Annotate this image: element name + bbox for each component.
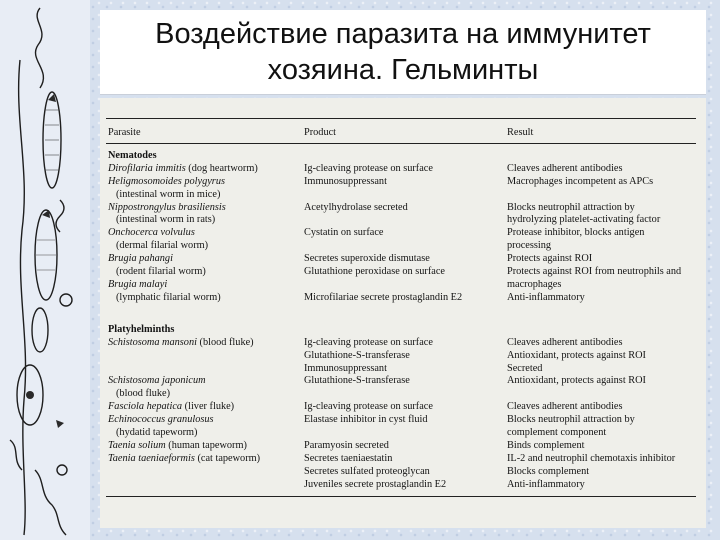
table-row [106,240,696,253]
table-row [106,279,696,292]
result-cell: Anti-inflammatory [507,291,585,303]
column-header-parasite: Parasite [106,119,304,144]
group-label: Platyhelminths [108,323,175,335]
parasite-species: Nippostrongylus brasiliensis [108,201,226,213]
table-row [106,466,696,479]
product-cell [304,388,507,401]
product-cell [304,214,507,227]
result-cell: Binds complement [507,439,585,451]
product-cell: Glutathione-S-transferase [304,375,410,387]
product-cell: Glutathione peroxidase on surface [304,266,445,278]
table-row [106,453,696,466]
parasite-cell [106,401,304,414]
result-cell: Protects against ROI [507,253,593,265]
result-cell: hydrolyzing platelet-activating factor [507,214,661,226]
parasite-cell [106,176,304,189]
parasite-common-name [108,479,116,490]
table-row [106,401,696,414]
result-cell: Protects against ROI from neutrophils and [507,266,682,278]
parasite-cell [106,227,304,240]
parasite-products-table [106,118,696,497]
table-row [106,479,696,492]
parasite-common-name [108,363,116,374]
product-cell: Juveniles secrete prostaglandin E2 [304,478,447,490]
product-cell: Secretes sulfated proteoglycan [304,465,430,477]
parasite-species: Brugia pahangi [108,253,173,265]
parasite-common-name: (blood fluke) [116,388,171,400]
group-header-row [106,143,696,162]
product-cell: Paramyosin secreted [304,439,389,451]
table-row [106,375,696,388]
table-row [106,253,696,266]
slide-title [100,10,706,95]
result-cell: Antioxidant, protects against ROI [507,375,646,387]
parasite-cell [106,453,304,466]
result-cell: processing [507,240,552,252]
product-cell: Ig-cleaving protease on surface [304,336,433,348]
product-cell: Secretes taeniaestatin [304,452,393,464]
parasite-cell [106,266,304,279]
parasite-common-name: (human tapeworm) [165,439,247,451]
result-cell: Anti-inflammatory [507,478,585,490]
parasite-species: Taenia solium [108,439,166,451]
parasite-cell [106,350,304,363]
parasite-cell [106,363,304,376]
parasite-common-name: (intestinal worm in mice) [116,188,221,200]
parasite-cell [106,337,304,350]
product-cell: Microfilariae secrete prostaglandin E2 [304,291,463,303]
product-cell: Secretes superoxide dismutase [304,253,430,265]
table-row [106,427,696,440]
table-body [106,143,696,496]
table-row [106,227,696,240]
product-cell [304,279,507,292]
result-cell: Blocks complement [507,465,590,477]
table-row [106,266,696,279]
parasite-drawing-icon [0,0,90,540]
parasite-cell [106,253,304,266]
parasite-common-name: (blood fluke) [196,336,254,348]
parasite-species: Dirofilaria immitis [108,162,186,174]
parasite-cell [106,479,304,492]
result-cell: complement component [507,427,607,439]
table-row [106,202,696,215]
result-cell: Protease inhibitor, blocks antigen [507,227,645,239]
table-row [106,388,696,401]
result-cell: macrophages [507,278,562,290]
table-bottom-rule [106,492,696,497]
parasite-cell [106,427,304,440]
parasite-common-name: (cat tapeworm) [194,452,261,464]
product-cell [304,427,507,440]
parasite-cell [106,375,304,388]
slide-title-line-2: хозяина. Гельминты [267,54,539,86]
result-cell: IL-2 and neutrophil chemotaxis inhibitor [507,452,676,464]
parasite-species: Echinococcus granulosus [108,414,214,426]
product-cell [304,240,507,253]
parasite-cell [106,292,304,305]
parasite-common-name [108,350,116,361]
product-cell: Glutathione-S-transferase [304,349,410,361]
parasite-cell [106,388,304,401]
table-row [106,163,696,176]
parasite-common-name [108,466,116,477]
product-cell [304,189,507,202]
product-cell: Ig-cleaving protease on surface [304,401,433,413]
parasite-cell [106,202,304,215]
parasite-cell [106,279,304,292]
parasite-species: Onchocerca volvulus [108,227,195,239]
parasite-common-name: (lymphatic filarial worm) [116,291,221,303]
group-label: Nematodes [108,149,157,161]
column-header-result: Result [507,119,696,144]
product-cell: Elastase inhibitor in cyst fluid [304,414,428,426]
table-row [106,414,696,427]
parasite-species: Heligmosomoides polygyrus [108,175,225,187]
parasite-cell [106,189,304,202]
parasite-common-name: (hydatid tapeworm) [116,427,198,439]
parasite-cell [106,163,304,176]
parasite-species: Schistosoma japonicum [108,375,206,387]
column-header-product: Product [304,119,507,144]
parasite-common-name: (dog heartworm) [185,162,258,174]
parasite-common-name: (intestinal worm in rats) [116,214,216,226]
result-cell: Blocks neutrophil attraction by [507,414,635,426]
table-header-row [106,119,696,144]
result-cell [507,189,696,202]
parasite-cell [106,214,304,227]
parasite-species: Fasciola hepatica [108,401,183,413]
product-cell: Cystatin on surface [304,227,384,239]
product-cell: Ig-cleaving protease on surface [304,162,433,174]
parasite-species: Schistosoma mansoni [108,336,197,348]
result-cell: Secreted [507,362,543,374]
parasite-cell [106,414,304,427]
group-spacer [106,305,696,315]
table-row [106,350,696,363]
product-cell: Acetylhydrolase secreted [304,201,408,213]
result-cell: Blocks neutrophil attraction by [507,201,635,213]
table-row [106,214,696,227]
result-cell: Macrophages incompetent as APCs [507,175,654,187]
result-cell [507,388,696,401]
table-row [106,337,696,350]
parasite-common-name: (rodent filarial worm) [116,266,206,278]
table-row [106,176,696,189]
result-cell: Cleaves adherent antibodies [507,336,623,348]
parasite-cell [106,466,304,479]
table-row [106,363,696,376]
result-cell: Antioxidant, protects against ROI [507,349,646,361]
result-cell: Cleaves adherent antibodies [507,162,623,174]
product-cell: Immunosuppressant [304,175,387,187]
parasite-species: Brugia malayi [108,278,168,290]
slide-title-line-1: Воздействие паразита на иммунитет [155,18,651,50]
table-row [106,189,696,202]
parasite-cell [106,240,304,253]
product-cell: Immunosuppressant [304,362,387,374]
parasite-common-name: (dermal filarial worm) [116,240,209,252]
table-row [106,292,696,305]
table-row [106,440,696,453]
parasite-species: Taenia taeniaeformis [108,452,195,464]
result-cell: Cleaves adherent antibodies [507,401,623,413]
decorative-parasite-illustration [0,0,90,540]
parasite-common-name: (liver fluke) [182,401,235,413]
parasite-cell [106,440,304,453]
group-header-row [106,315,696,337]
